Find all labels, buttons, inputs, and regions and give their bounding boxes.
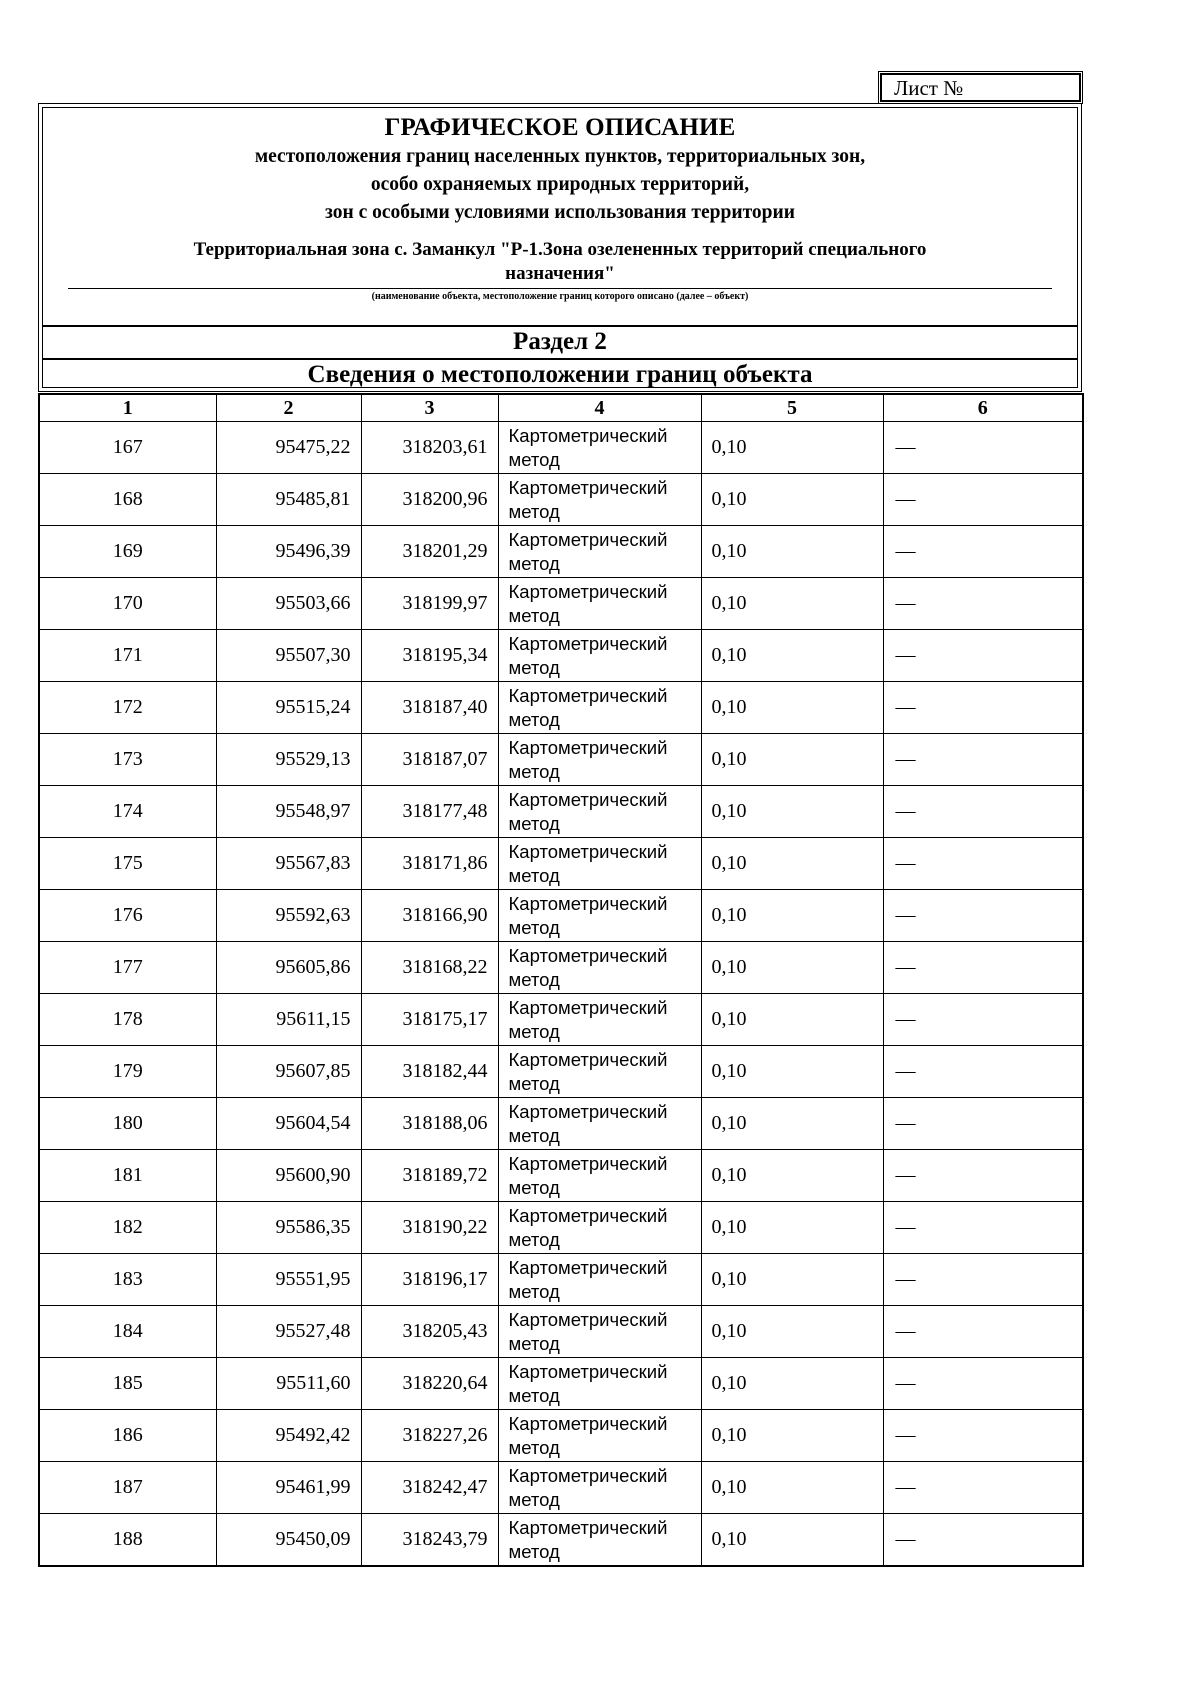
point-description: — [883,734,1083,786]
method-line-1: Картометрический [508,528,668,550]
column-header-5: 5 [701,394,883,422]
point-description: — [883,1098,1083,1150]
method-line-1: Картометрический [508,684,668,706]
coordinate-x: 95507,30 [216,630,361,682]
method-line-1: Картометрический [508,1308,668,1330]
table-body [39,422,1083,1567]
section-number: Раздел 2 [513,328,607,355]
coordinate-y: 318190,22 [361,1202,498,1254]
point-number: 187 [39,1462,216,1514]
coordinate-x: 95515,24 [216,682,361,734]
coordinate-x: 95611,15 [216,994,361,1046]
method-line-1: Картометрический [508,580,668,602]
method-line-2: метод [508,656,560,678]
table-row [39,1098,1083,1150]
precision-value: 0,10 [701,786,883,838]
point-description: — [883,838,1083,890]
precision-value: 0,10 [701,578,883,630]
method-line-2: метод [508,552,560,574]
coordinate-y: 318200,96 [361,474,498,526]
method-line-1: Картометрический [508,996,668,1018]
coordinate-x: 95485,81 [216,474,361,526]
determination-method [498,1306,701,1358]
method-line-1: Картометрический [508,1100,668,1122]
point-number: 181 [39,1150,216,1202]
determination-method [498,1150,701,1202]
coordinate-x: 95529,13 [216,734,361,786]
method-line-1: Картометрический [508,944,668,966]
method-line-1: Картометрический [508,1256,668,1278]
method-line-1: Картометрический [508,1204,668,1226]
document-header-inner [42,107,1078,388]
sheet-number-label: Лист № [894,76,964,100]
method-line-1: Картометрический [508,1464,668,1486]
point-number: 188 [39,1514,216,1567]
point-description: — [883,1306,1083,1358]
method-line-2: метод [508,1176,560,1198]
method-line-2: метод [508,1280,560,1302]
point-number: 172 [39,682,216,734]
boundary-points-table [38,393,1084,1567]
object-caption: (наименование объекта, местоположение границ которого описано (далее – объект) [371,291,749,302]
determination-method [498,1254,701,1306]
point-number: 176 [39,890,216,942]
object-underline [68,288,1052,289]
table-row [39,1202,1083,1254]
column-header-3: 3 [361,394,498,422]
sheet-number-box [880,73,1081,102]
determination-method [498,630,701,682]
table-row [39,1150,1083,1202]
coordinate-x: 95592,63 [216,890,361,942]
point-number: 180 [39,1098,216,1150]
precision-value: 0,10 [701,1358,883,1410]
coordinate-y: 318166,90 [361,890,498,942]
point-number: 186 [39,1410,216,1462]
coordinate-y: 318196,17 [361,1254,498,1306]
coordinate-y: 318243,79 [361,1514,498,1567]
method-line-2: метод [508,604,560,626]
method-line-2: метод [508,968,560,990]
table-row [39,942,1083,994]
coordinate-y: 318182,44 [361,1046,498,1098]
method-line-2: метод [508,1072,560,1094]
determination-method [498,1046,701,1098]
table-row [39,474,1083,526]
coordinate-y: 318188,06 [361,1098,498,1150]
point-number: 185 [39,1358,216,1410]
subtitle-line-2: особо охраняемых природных территорий, [370,174,750,195]
precision-value: 0,10 [701,682,883,734]
point-description: — [883,1202,1083,1254]
table-row [39,890,1083,942]
point-description: — [883,994,1083,1046]
method-line-1: Картометрический [508,632,668,654]
precision-value: 0,10 [701,1514,883,1567]
point-number: 171 [39,630,216,682]
determination-method [498,734,701,786]
determination-method [498,994,701,1046]
coordinate-y: 318242,47 [361,1462,498,1514]
table-row [39,734,1083,786]
determination-method [498,942,701,994]
table-row [39,1046,1083,1098]
coordinate-y: 318201,29 [361,526,498,578]
determination-method [498,838,701,890]
point-number: 174 [39,786,216,838]
document-title: ГРАФИЧЕСКОЕ ОПИСАНИЕ [384,114,736,141]
method-line-1: Картометрический [508,736,668,758]
coordinate-x: 95492,42 [216,1410,361,1462]
precision-value: 0,10 [701,474,883,526]
coordinate-x: 95551,95 [216,1254,361,1306]
table-row [39,1306,1083,1358]
method-line-1: Картометрический [508,1516,668,1538]
determination-method [498,682,701,734]
point-description: — [883,1358,1083,1410]
method-line-2: метод [508,1332,560,1354]
coordinate-x: 95511,60 [216,1358,361,1410]
coordinate-y: 318195,34 [361,630,498,682]
precision-value: 0,10 [701,630,883,682]
coordinate-x: 95503,66 [216,578,361,630]
coordinate-y: 318227,26 [361,1410,498,1462]
coordinate-x: 95604,54 [216,1098,361,1150]
point-number: 178 [39,994,216,1046]
point-description: — [883,422,1083,474]
point-description: — [883,630,1083,682]
point-description: — [883,1046,1083,1098]
method-line-1: Картометрический [508,892,668,914]
precision-value: 0,10 [701,1098,883,1150]
table-row [39,1254,1083,1306]
table-row [39,578,1083,630]
point-number: 167 [39,422,216,474]
method-line-2: метод [508,812,560,834]
object-name-line-1: Территориальная зона с. Заманкул "Р-1.Зона озелененных территорий специального [193,239,927,260]
coordinate-x: 95475,22 [216,422,361,474]
coordinate-y: 318189,72 [361,1150,498,1202]
table-row [39,526,1083,578]
object-name-line-2: назначения" [505,263,615,284]
method-line-2: метод [508,1488,560,1510]
table-header-row [39,394,1083,422]
table-row [39,1410,1083,1462]
point-number: 170 [39,578,216,630]
table-row [39,994,1083,1046]
point-description: — [883,578,1083,630]
precision-value: 0,10 [701,994,883,1046]
method-line-2: метод [508,500,560,522]
section-divider-bottom [43,358,1077,360]
method-line-2: метод [508,1020,560,1042]
coordinate-y: 318171,86 [361,838,498,890]
column-header-1: 1 [39,394,216,422]
coordinate-y: 318220,64 [361,1358,498,1410]
coordinate-x: 95567,83 [216,838,361,890]
precision-value: 0,10 [701,1410,883,1462]
point-number: 182 [39,1202,216,1254]
determination-method [498,1462,701,1514]
point-description: — [883,1462,1083,1514]
coordinate-x: 95605,86 [216,942,361,994]
table-row [39,630,1083,682]
subtitle-line-3: зон с особыми условиями использования территории [325,202,795,223]
coordinate-y: 318175,17 [361,994,498,1046]
precision-value: 0,10 [701,838,883,890]
method-line-1: Картометрический [508,476,668,498]
determination-method [498,786,701,838]
method-line-2: метод [508,1228,560,1250]
table-row [39,422,1083,474]
method-line-2: метод [508,760,560,782]
section-divider-top [43,325,1077,327]
point-description: — [883,942,1083,994]
precision-value: 0,10 [701,526,883,578]
precision-value: 0,10 [701,734,883,786]
coordinate-y: 318187,40 [361,682,498,734]
coordinate-y: 318187,07 [361,734,498,786]
table-row [39,682,1083,734]
coordinate-y: 318177,48 [361,786,498,838]
determination-method [498,474,701,526]
point-description: — [883,1150,1083,1202]
document-header [38,103,1082,392]
table-row [39,1358,1083,1410]
method-line-1: Картометрический [508,788,668,810]
column-header-2: 2 [216,394,361,422]
method-line-2: метод [508,916,560,938]
point-description: — [883,1254,1083,1306]
section-title: Сведения о местоположении границ объекта [307,361,813,388]
point-number: 183 [39,1254,216,1306]
object-name [83,238,1037,286]
precision-value: 0,10 [701,1202,883,1254]
method-line-1: Картометрический [508,1048,668,1070]
point-number: 168 [39,474,216,526]
column-header-6: 6 [883,394,1083,422]
method-line-2: метод [508,1436,560,1458]
coordinate-y: 318203,61 [361,422,498,474]
coordinate-x: 95496,39 [216,526,361,578]
precision-value: 0,10 [701,1150,883,1202]
point-number: 184 [39,1306,216,1358]
point-description: — [883,526,1083,578]
method-line-1: Картометрический [508,840,668,862]
determination-method [498,422,701,474]
coordinate-x: 95450,09 [216,1514,361,1567]
method-line-2: метод [508,1540,560,1562]
coordinate-x: 95600,90 [216,1150,361,1202]
precision-value: 0,10 [701,1046,883,1098]
precision-value: 0,10 [701,890,883,942]
determination-method [498,1202,701,1254]
method-line-2: метод [508,708,560,730]
method-line-1: Картометрический [508,1360,668,1382]
table-row [39,786,1083,838]
coordinate-x: 95548,97 [216,786,361,838]
precision-value: 0,10 [701,1306,883,1358]
column-header-4: 4 [498,394,701,422]
determination-method [498,890,701,942]
table-row [39,1462,1083,1514]
determination-method [498,1098,701,1150]
point-description: — [883,1514,1083,1567]
coordinate-y: 318199,97 [361,578,498,630]
point-description: — [883,474,1083,526]
coordinate-y: 318168,22 [361,942,498,994]
point-number: 175 [39,838,216,890]
point-description: — [883,890,1083,942]
precision-value: 0,10 [701,1254,883,1306]
boundary-points-table-wrap [38,393,1082,1567]
coordinate-x: 95586,35 [216,1202,361,1254]
precision-value: 0,10 [701,1462,883,1514]
coordinate-x: 95607,85 [216,1046,361,1098]
coordinate-y: 318205,43 [361,1306,498,1358]
method-line-1: Картометрический [508,424,668,446]
determination-method [498,1410,701,1462]
method-line-1: Картометрический [508,1412,668,1434]
coordinate-x: 95461,99 [216,1462,361,1514]
precision-value: 0,10 [701,422,883,474]
point-description: — [883,1410,1083,1462]
table-row [39,1514,1083,1567]
method-line-2: метод [508,448,560,470]
determination-method [498,526,701,578]
method-line-1: Картометрический [508,1152,668,1174]
method-line-2: метод [508,1384,560,1406]
subtitle-line-1: местоположения границ населенных пунктов, территориальных зон, [254,146,866,167]
coordinate-x: 95527,48 [216,1306,361,1358]
point-number: 169 [39,526,216,578]
determination-method [498,578,701,630]
table-row [39,838,1083,890]
precision-value: 0,10 [701,942,883,994]
point-number: 173 [39,734,216,786]
point-description: — [883,786,1083,838]
determination-method [498,1358,701,1410]
point-number: 177 [39,942,216,994]
method-line-2: метод [508,864,560,886]
method-line-2: метод [508,1124,560,1146]
point-number: 179 [39,1046,216,1098]
point-description: — [883,682,1083,734]
determination-method [498,1514,701,1567]
